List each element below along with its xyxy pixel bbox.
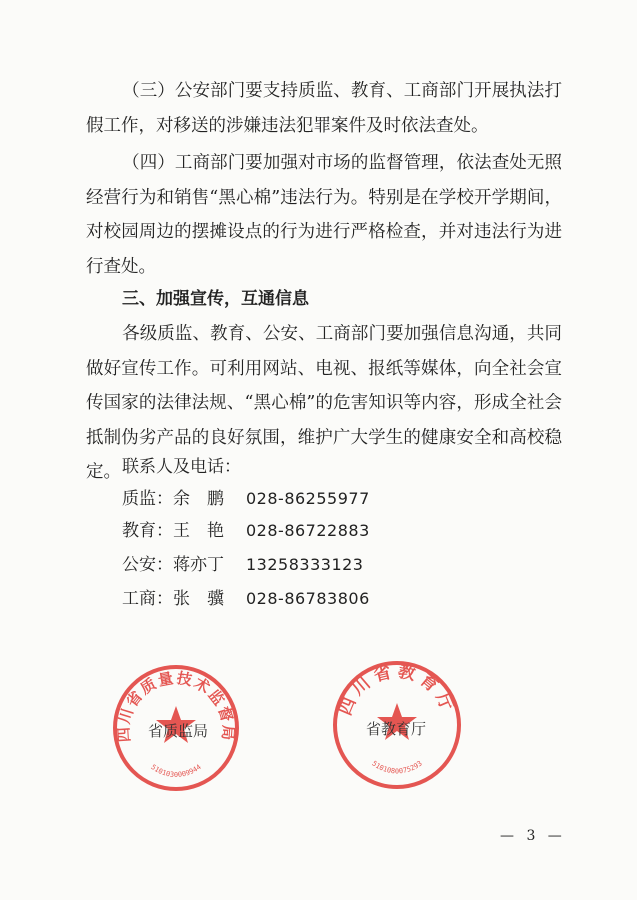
contact-phone: 13258333123 bbox=[246, 555, 364, 574]
seal-caption-left: 省质监局 bbox=[148, 722, 209, 740]
contact-label: 工商：张 骥 bbox=[122, 589, 224, 609]
seal-ring-text: 四川省教育厅 bbox=[335, 661, 459, 719]
contact-label: 教育：王 艳 bbox=[122, 521, 224, 541]
seal-serial: 5101030009944 bbox=[149, 763, 203, 779]
contact-phone: 028-86255977 bbox=[246, 489, 370, 508]
contact-phone: 028-86722883 bbox=[246, 521, 370, 540]
contact-phone: 028-86783806 bbox=[246, 589, 370, 608]
seal-ring-text: 四川省质量技术监督局 bbox=[114, 668, 238, 743]
contacts-title: 联系人及电话： bbox=[122, 457, 241, 477]
paragraph-text: （三）公安部门要支持质监、教育、工商部门开展执法打假工作，对移送的涉嫌违法犯罪案件及时依法查处。 bbox=[86, 81, 562, 136]
seal-caption-right: 省教育厅 bbox=[366, 720, 427, 738]
section-heading: 三、加强宣传，互通信息 bbox=[122, 289, 309, 309]
page-number: — 3 — bbox=[500, 828, 566, 844]
paragraph-commerce bbox=[86, 146, 562, 284]
contact-label: 公安：蒋亦丁 bbox=[122, 555, 224, 575]
paragraph-text: 各级质监、教育、公安、工商部门要加强信息沟通，共同做好宣传工作。可利用网站、电视、报纸等媒体，向全社会宣传国家的法律法规、“黑心棉”的危害知识等内容，形成全社会抵制伪劣产品的良好氛围，维护广大学生的健康安全和高校稳定。 bbox=[86, 324, 562, 482]
paragraph-text: （四）工商部门要加强对市场的监督管理，依法查处无照经营行为和销售“黑心棉”违法行为。特别是在学校开学期间，对校园周边的摆摊设点的行为进行严格检查，并对违法行为进行查处。 bbox=[86, 153, 562, 277]
contact-label: 质监：余 鹏 bbox=[122, 489, 224, 509]
paragraph-public-security bbox=[86, 74, 562, 143]
seal-serial: 5101080075293 bbox=[370, 759, 424, 776]
